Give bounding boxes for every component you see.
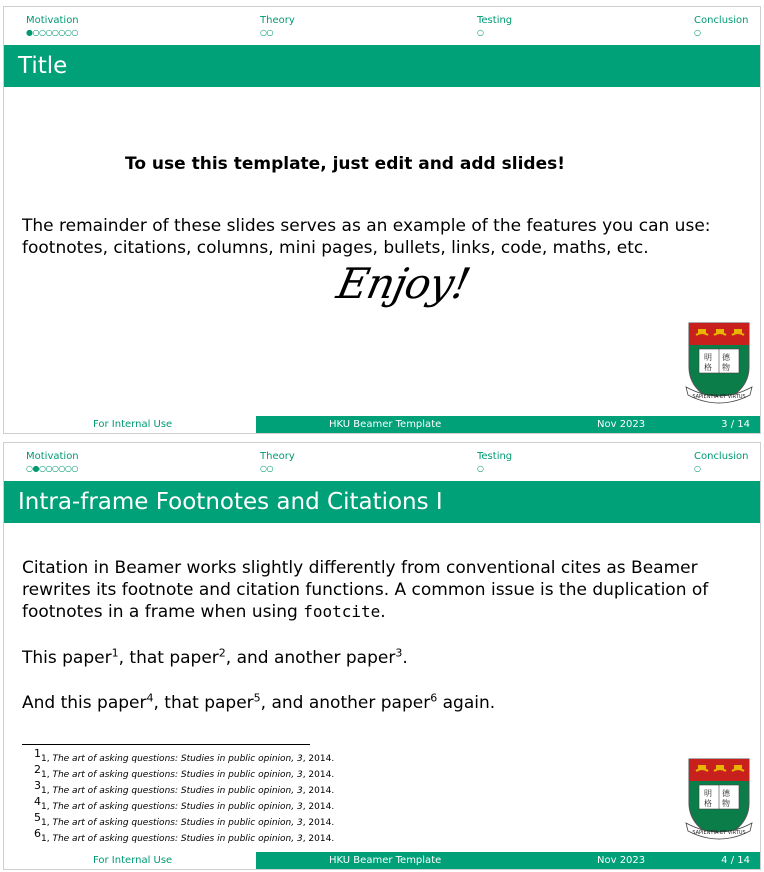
crest-char: 德: [722, 353, 730, 362]
crest-motto: SAPIENTIA ET VIRTUS: [692, 830, 746, 836]
footnote-ref[interactable]: 2: [218, 646, 226, 660]
footer-template-name: HKU Beamer Template: [329, 419, 442, 430]
slide-title-bar: [4, 45, 760, 87]
section-navigation: [4, 443, 760, 481]
footnote-ref[interactable]: 5: [253, 691, 261, 705]
nav-section-conclusion[interactable]: [694, 15, 749, 37]
paragraph-line: The remainder of these slides serves as an example of the features you can use:: [22, 216, 711, 236]
nav-label: Testing: [477, 15, 513, 26]
crest-char: 格: [704, 363, 712, 372]
nav-section-testing[interactable]: [477, 15, 512, 37]
nav-label: Motivation: [26, 15, 79, 26]
enjoy-script-text: Enjoy!: [332, 259, 474, 308]
footer-right: [256, 852, 761, 869]
section-navigation: [4, 7, 760, 45]
nav-progress-dots: ○: [477, 464, 484, 473]
code-footcite: footcite: [303, 602, 381, 621]
footer-date: Nov 2023: [597, 855, 646, 866]
crest-char: 德: [722, 789, 730, 798]
footer-template-name: HKU Beamer Template: [329, 855, 442, 866]
footnote-ref[interactable]: 4: [146, 691, 154, 705]
footer: [4, 416, 760, 433]
crest-char: 明: [704, 789, 712, 798]
nav-progress-dots: ●○○○○○○○: [26, 28, 78, 37]
nav-progress-dots: ○: [694, 464, 701, 473]
slide-title: Title: [18, 53, 68, 79]
footer-right: [256, 416, 761, 433]
nav-progress-dots: ○: [694, 28, 701, 37]
nav-label: Conclusion: [694, 15, 749, 26]
slide-4: [3, 442, 761, 870]
nav-label: Theory: [260, 15, 295, 26]
hku-crest-logo: [684, 319, 754, 409]
slide-title-bar: [4, 481, 760, 523]
nav-section-motivation[interactable]: [26, 15, 79, 37]
nav-label: Motivation: [26, 451, 79, 462]
nav-progress-dots: ○●○○○○○○: [26, 464, 78, 473]
footnote-ref[interactable]: 1: [111, 646, 119, 660]
crest-char: 格: [704, 799, 712, 808]
citation-paragraph: [22, 557, 708, 623]
slide-3: [3, 6, 761, 434]
nav-progress-dots: ○: [477, 28, 484, 37]
crest-char: 物: [722, 799, 730, 808]
nav-section-testing[interactable]: [477, 451, 512, 473]
paragraph-line: Citation in Beamer works slightly differently from conventional cites as Beamer: [22, 558, 698, 578]
nav-progress-dots: ○○: [260, 28, 273, 37]
footer-date: Nov 2023: [597, 419, 646, 430]
footnote: $^2$1, The art of asking questions: Studies in public opinion, 3, 2014.: [34, 763, 335, 780]
nav-section-motivation[interactable]: [26, 451, 79, 473]
paragraph: [22, 215, 711, 259]
footnote-ref[interactable]: 6: [430, 691, 438, 705]
footer-left: [4, 416, 256, 433]
footer-page-number: 3 / 14: [721, 419, 750, 430]
nav-label: Theory: [260, 451, 295, 462]
crest-char: 明: [704, 353, 712, 362]
footer-audience: For Internal Use: [93, 855, 173, 866]
hku-crest-logo: [684, 755, 754, 845]
footnote: $^4$1, The art of asking questions: Studies in public opinion, 3, 2014.: [34, 795, 335, 812]
nav-section-theory[interactable]: [260, 451, 295, 473]
paragraph-line: footnotes, citations, columns, mini pages, bullets, links, code, maths, etc.: [22, 238, 649, 258]
headline: To use this template, just edit and add slides!: [125, 154, 565, 174]
nav-section-conclusion[interactable]: [694, 451, 749, 473]
nav-section-theory[interactable]: [260, 15, 295, 37]
footer-left: [4, 852, 256, 869]
crest-motto: SAPIENTIA ET VIRTUS: [692, 394, 746, 400]
footnote-rule: [22, 744, 310, 745]
papers-line-2: And this paper$^4$, that paper$^5$, and another paper$^6$ again.: [22, 691, 496, 713]
papers-line-1: This paper$^1$, that paper$^2$, and another paper$^3$.: [22, 646, 408, 668]
footnote: $^5$1, The art of asking questions: Studies in public opinion, 3, 2014.: [34, 811, 335, 828]
footnote-ref[interactable]: 3: [395, 646, 403, 660]
footer: [4, 852, 760, 869]
nav-label: Conclusion: [694, 451, 749, 462]
footer-page-number: 4 / 14: [721, 855, 750, 866]
nav-label: Testing: [477, 451, 513, 462]
footnote: $^3$1, The art of asking questions: Studies in public opinion, 3, 2014.: [34, 779, 335, 796]
nav-progress-dots: ○○: [260, 464, 273, 473]
footer-audience: For Internal Use: [93, 419, 173, 430]
crest-char: 物: [722, 363, 730, 372]
paragraph-line: footnotes in a frame when using footcite.: [22, 602, 386, 622]
slide-title: Intra-frame Footnotes and Citations I: [18, 489, 443, 515]
paragraph-line: rewrites its footnote and citation functions. A common issue is the duplication of: [22, 580, 709, 600]
footnote: $^6$1, The art of asking questions: Studies in public opinion, 3, 2014.: [34, 827, 335, 844]
footnote: $^1$1, The art of asking questions: Studies in public opinion, 3, 2014.: [34, 747, 335, 764]
